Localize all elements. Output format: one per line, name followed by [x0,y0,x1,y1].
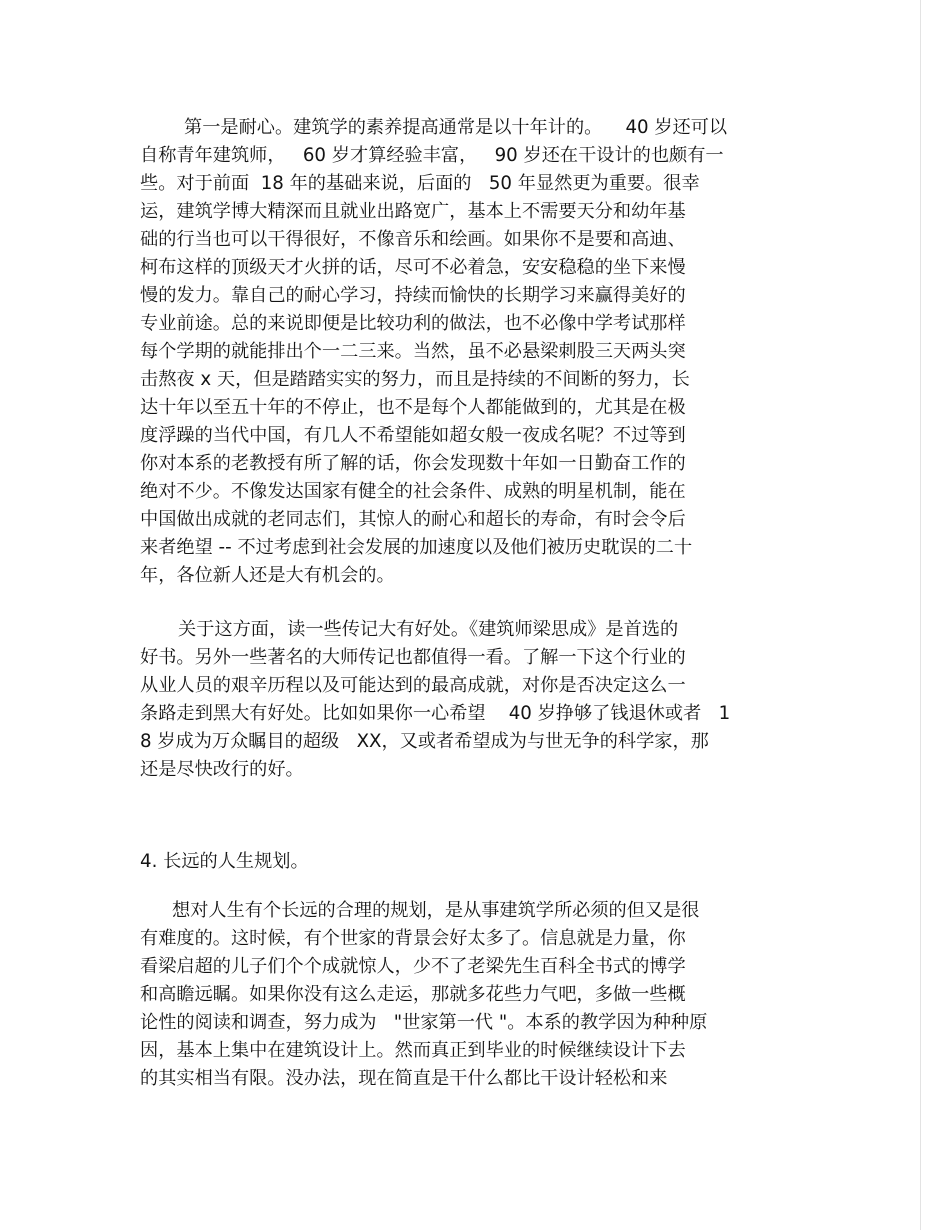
text-line: 条路走到黑大有好处。比如如果你一心希望 40 岁挣够了钱退休或者 1 [140,703,731,724]
text-line: 论性的阅读和调查，努力成为 "世家第一代 "。本系的教学因为种种原 [140,1012,708,1033]
text-line: 你对本系的老教授有所了解的话，你会发现数十年如一日勤奋工作的 [140,453,686,474]
text-line: 还是尽快改行的好。 [140,759,304,780]
text-line: 第一是耐心。建筑学的素养提高通常是以十年计的。 40 岁还可以 [184,117,728,138]
text-line: 每个学期的就能排出个一二三来。当然，虽不必悬梁刺股三天两头突 [140,341,686,362]
text-line: 度浮躁的当代中国，有几人不希望能如超女般一夜成名呢？不过等到 [140,425,686,446]
text-line: 绝对不少。不像发达国家有健全的社会条件、成熟的明星机制，能在 [140,481,686,502]
text-line: 础的行当也可以干得很好，不像音乐和绘画。如果你不是要和高迪、 [140,229,686,250]
text-line: 中国做出成就的老同志们，其惊人的耐心和超长的寿命，有时会令后 [140,509,686,530]
text-line: 来者绝望 -- 不过考虑到社会发展的加速度以及他们被历史耽误的二十 [140,537,693,558]
page-edge-divider [920,0,921,1230]
text-line: 有难度的。这时候，有个世家的背景会好太多了。信息就是力量，你 [140,928,686,949]
text-line: 的其实相当有限。没办法，现在简直是干什么都比干设计轻松和来 [140,1068,668,1089]
text-line: 专业前途。总的来说即便是比较功利的做法，也不必像中学考试那样 [140,313,686,334]
text-line: 运，建筑学博大精深而且就业出路宽广，基本上不需要天分和幼年基 [140,201,686,222]
text-line: 从业人员的艰辛历程以及可能达到的最高成就，对你是否决定这么一 [140,675,686,696]
text-line: 和高瞻远瞩。如果你没有这么走运，那就多花些力气吧，多做一些概 [140,984,686,1005]
text-line: 自称青年建筑师， 60 岁才算经验丰富， 90 岁还在干设计的也颇有一 [140,145,724,166]
text-line: 好书。另外一些著名的大师传记也都值得一看。了解一下这个行业的 [140,647,686,668]
text-line: 关于这方面，读一些传记大有好处。《建筑师梁思成》是首选的 [178,619,679,640]
text-line: 因，基本上集中在建筑设计上。然而真正到毕业的时候继续设计下去 [140,1040,686,1061]
text-line: 看梁启超的儿子们个个成就惊人，少不了老梁先生百科全书式的博学 [140,956,686,977]
text-line: 慢的发力。靠自己的耐心学习，持续而愉快的长期学习来赢得美好的 [140,285,686,306]
text-line: 柯布这样的顶级天才火拼的话，尽可不必着急，安安稳稳的坐下来慢 [140,257,686,278]
section-heading: 4. 长远的人生规划。 [140,851,309,872]
text-line: 想对人生有个长远的合理的规划，是从事建筑学所必须的但又是很 [172,900,700,921]
text-line: 年，各位新人还是大有机会的。 [140,565,395,586]
text-line: 8 岁成为万众瞩目的超级 XX，又或者希望成为与世无争的科学家，那 [140,731,709,752]
text-line: 些。对于前面 18 年的基础来说，后面的 50 年显然更为重要。很幸 [140,173,700,194]
text-line: 击熬夜 x 天，但是踏踏实实的努力，而且是持续的不间断的努力，长 [140,369,690,390]
text-line: 达十年以至五十年的不停止，也不是每个人都能做到的，尤其是在极 [140,397,686,418]
